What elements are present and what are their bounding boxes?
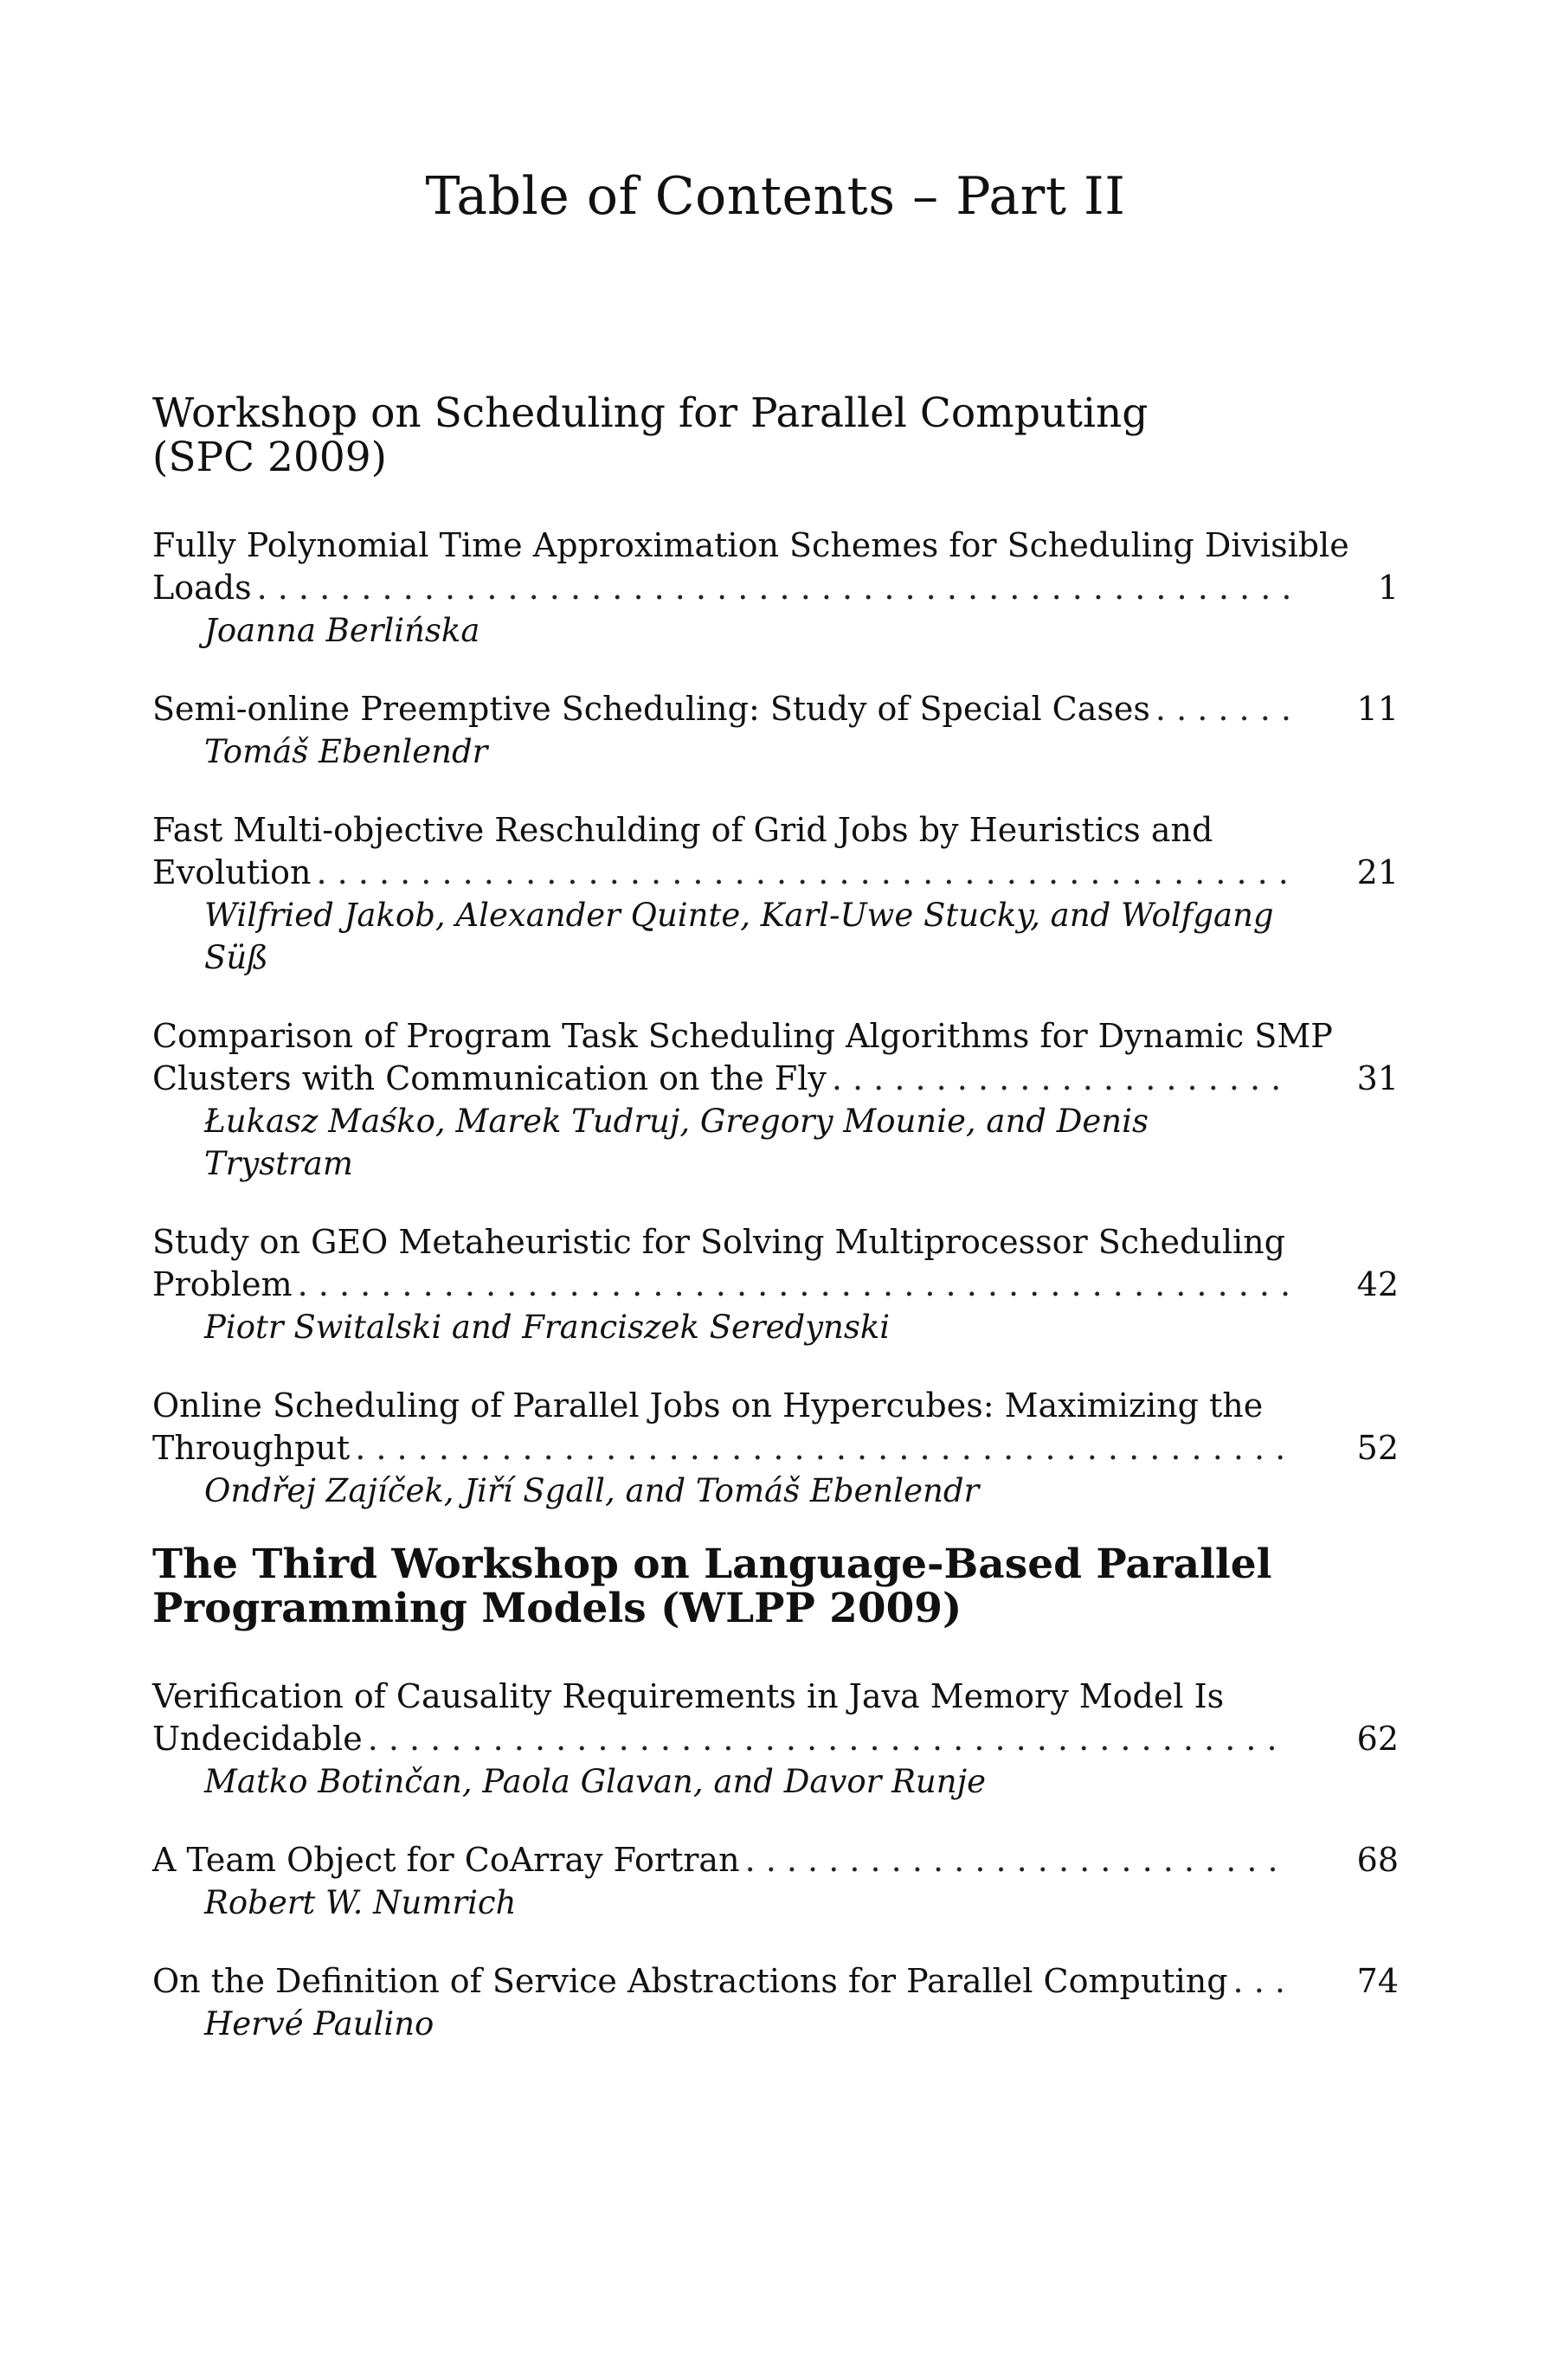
page-number: 1 — [1377, 569, 1399, 607]
entry-title-last-line: Throughput — [152, 1429, 351, 1467]
toc-entry[interactable] — [152, 1839, 1399, 1924]
entry-title-last-line: Semi-online Preemptive Scheduling: Study of Special Cases — [152, 690, 1150, 728]
section-title-line: Programming Models (WLPP 2009) — [152, 1585, 962, 1632]
entry-list — [152, 1676, 1399, 2045]
dot-leader — [355, 1427, 1290, 1470]
entry-title-first-line: Verification of Causality Requirements in Java Memory Model Is — [152, 1677, 1225, 1715]
dot-leader — [1155, 688, 1290, 730]
page-number: 68 — [1356, 1841, 1399, 1879]
dot-leader — [745, 1839, 1290, 1881]
dot-leader — [832, 1058, 1290, 1100]
dot-leader — [317, 852, 1290, 894]
toc-entry[interactable] — [152, 688, 1399, 773]
entry-title-first-line: Fully Polynomial Time Approximation Schemes for Scheduling Divisible — [152, 526, 1349, 564]
dot-leader — [1233, 1960, 1290, 2003]
page-number: 11 — [1356, 690, 1399, 728]
entry-title-first-line: Fast Multi-objective Reschulding of Grid Jobs by Heuristics and — [152, 811, 1213, 849]
page-number: 62 — [1356, 1720, 1399, 1758]
entry-authors: Piotr Switalski and Franciszek Seredynski — [204, 1309, 891, 1346]
page-number: 31 — [1356, 1059, 1399, 1097]
page-number: 74 — [1356, 1962, 1399, 2000]
entry-title-last-line: Problem — [152, 1265, 293, 1303]
entry-title-first-line: Study on GEO Metaheuristic for Solving Multiprocessor Scheduling — [152, 1223, 1285, 1261]
entry-list — [152, 524, 1399, 1512]
entry-authors: Łukasz Maśko, Marek Tudruj, Gregory Mounie, and Denis Trystram — [204, 1103, 1149, 1182]
toc-entry[interactable] — [152, 1221, 1399, 1348]
dot-leader — [368, 1718, 1290, 1760]
entry-title-last-line: Undecidable — [152, 1720, 363, 1758]
entry-title-last-line: Loads — [152, 569, 252, 607]
entry-authors: Tomáš Ebenlendr — [204, 733, 488, 770]
page-title: Table of Contents – Part II — [425, 166, 1126, 227]
page-number: 42 — [1356, 1265, 1399, 1303]
dot-leader — [298, 1264, 1290, 1306]
toc-entry[interactable] — [152, 524, 1399, 652]
section-title — [152, 391, 1399, 479]
section-wlpp-2009 — [152, 1542, 1399, 2081]
entry-authors: Joanna Berlińska — [204, 612, 480, 649]
section-spc-2009 — [152, 391, 1399, 1548]
entry-title-last-line: On the Definition of Service Abstractions for Parallel Computing — [152, 1962, 1228, 2000]
entry-authors: Robert W. Numrich — [204, 1884, 517, 1921]
entry-authors: Matko Botinčan, Paola Glavan, and Davor Runje — [204, 1763, 986, 1800]
toc-entry[interactable] — [152, 1676, 1399, 1803]
section-title-line: The Third Workshop on Language-Based Parallel — [152, 1541, 1272, 1588]
entry-title-last-line: Evolution — [152, 853, 312, 891]
entry-title-first-line: Comparison of Program Task Scheduling Algorithms for Dynamic SMP — [152, 1017, 1333, 1055]
toc-entry[interactable] — [152, 809, 1399, 979]
section-title — [152, 1542, 1399, 1631]
entry-title-last-line: A Team Object for CoArray Fortran — [152, 1841, 740, 1879]
dot-leader — [257, 567, 1290, 609]
section-title-line: (SPC 2009) — [152, 434, 388, 481]
entry-authors: Wilfried Jakob, Alexander Quinte, Karl-Uwe Stucky, and Wolfgang Süß — [204, 897, 1274, 976]
page-number: 21 — [1356, 853, 1399, 891]
toc-entry[interactable] — [152, 1385, 1399, 1512]
entry-title-last-line: Clusters with Communication on the Fly — [152, 1059, 827, 1097]
entry-authors: Ondřej Zajíček, Jiří Sgall, and Tomáš Ebenlendr — [204, 1472, 980, 1509]
entry-authors: Hervé Paulino — [204, 2005, 434, 2042]
page-number: 52 — [1356, 1429, 1399, 1467]
section-title-line: Workshop on Scheduling for Parallel Computing — [152, 389, 1149, 437]
entry-title-first-line: Online Scheduling of Parallel Jobs on Hypercubes: Maximizing the — [152, 1386, 1264, 1425]
toc-entry[interactable] — [152, 1015, 1399, 1185]
toc-entry[interactable] — [152, 1960, 1399, 2045]
